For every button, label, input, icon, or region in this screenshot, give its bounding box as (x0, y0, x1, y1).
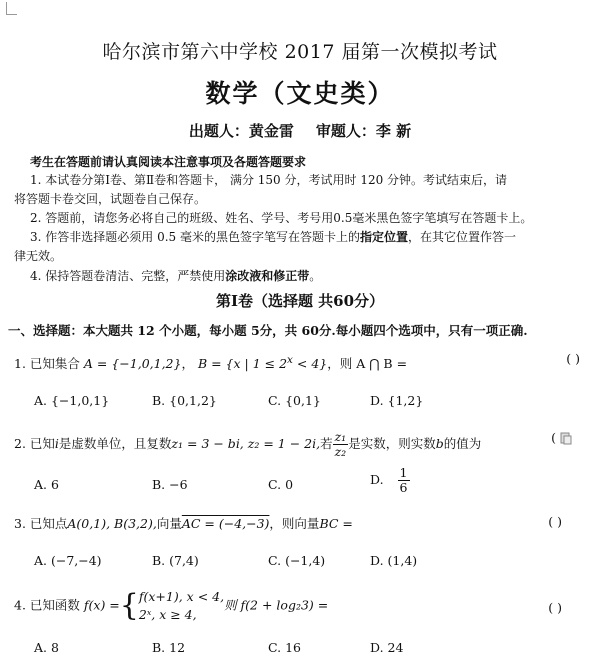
q4-case-1: f(x+1), x < 4, (138, 589, 225, 604)
q1-answer-paren: ( ) (566, 351, 580, 366)
notice-item-4-bold: 涂改液和修正带 (225, 269, 310, 283)
q3-text-2: ，则向量 (269, 516, 320, 531)
q3-vector-bc: BC = (319, 516, 353, 531)
q4-option-a: A. 8 (34, 640, 59, 655)
notice-item-3-text: 3. 作答非选择题必须用 0.5 毫米的黑色签字笔写在答题卡上的 (30, 230, 360, 244)
q1-set-b-exp: x (287, 354, 293, 366)
q1-lead: 1. 已知集合 (14, 356, 80, 372)
setter-label: 出题人： (188, 122, 249, 140)
q4-answer-paren: ( ) (548, 600, 562, 615)
q4-option-d: D. 24 (370, 640, 404, 655)
q4-option-b: B. 12 (152, 640, 186, 655)
q1-set-b-end: < 4} (292, 356, 328, 372)
notice-heading: 考生在答题前请认真阅读本注意事项及各题答题要求 (30, 155, 307, 169)
q3-text-1: 向量 (156, 516, 182, 531)
notice-item-1-cont: 将答题卡卷交回，试题卷自己保存。 (14, 192, 207, 206)
q1-option-c: C. {0,1} (268, 393, 321, 408)
exam-subject: 数学（文史类） (205, 79, 395, 108)
q3-vector-ac: AC = (−4,−3) (181, 516, 270, 531)
q2-answer-paren (551, 430, 572, 445)
q2-text-4: 的值为 (443, 436, 482, 451)
q3-option-a: A. (−7,−4) (34, 553, 102, 568)
q3-lead: 3. 已知点 (14, 516, 68, 531)
paste-icon (560, 432, 572, 445)
question-2 (14, 430, 590, 459)
q2-text-1: 是虚数单位，且复数 (58, 436, 172, 451)
section-heading: 第Ⅰ卷（选择题 共60分） (215, 292, 385, 310)
q2-option-d-frac (398, 466, 410, 495)
q2-lead: 2. 已知 (14, 436, 55, 451)
notice-item-2: 2. 答题前，请您务必将自己的班级、姓名、学号、考号用0.5毫米黑色签字笔填写在答题卡上。 (30, 211, 533, 225)
q2-text-2: 若 (320, 436, 333, 451)
q2-option-c: C. 0 (268, 477, 294, 492)
q2-i: i (54, 436, 59, 451)
q2-paren-text: ( (551, 430, 557, 445)
choice-instruction: 一、选择题：本大题共 12 个小题，每小题 5分，共 60分.每小题四个选项中，只有一项正确. (8, 323, 528, 338)
q4-fx: f(x) = (83, 597, 120, 613)
question-4 (14, 588, 590, 624)
q1-set-b-text: B = {x | 1 ≤ 2 (197, 356, 288, 372)
q4-option-c: C. 16 (268, 640, 301, 655)
q2-option-b: B. −6 (152, 477, 188, 492)
notice-item-4-text: 4. 保持答题卷清洁、完整，严禁使用 (30, 269, 226, 283)
q2-option-d (370, 466, 410, 495)
reviewer-label: 审题人： (315, 122, 376, 140)
notice-item-4-tail: 。 (309, 269, 322, 283)
q4-cases (139, 588, 224, 624)
setter-name: 黄金雷 (248, 122, 294, 140)
q2-fraction-num: z₁ (334, 429, 347, 444)
page-corner-mark (6, 2, 17, 15)
q1-option-d: D. {1,2} (370, 393, 424, 408)
reviewer-name: 李 新 (375, 122, 412, 140)
q1-option-a: A. {−1,0,1} (34, 393, 110, 408)
q1-tail: ，则 A ⋂ B = (327, 356, 408, 372)
q1-set-b (198, 356, 327, 371)
notice-item-3-tail: ，在其它位置作答一 (408, 230, 517, 244)
notice-item-4 (30, 266, 596, 287)
notice-item-3-bold: 指定位置 (359, 230, 408, 244)
notice-item-3-cont: 律无效。 (14, 249, 63, 263)
q2-option-d-label: D. (370, 472, 384, 487)
q2-option-d-num: 1 (399, 465, 408, 480)
question-3 (14, 514, 590, 534)
exam-authors (0, 120, 600, 141)
q4-lead: 4. 已知函数 (14, 597, 80, 613)
notice-item-1: 1. 本试卷分第Ⅰ卷、第Ⅱ卷和答题卡， 满分 150 分，考试用时 120 分钟。考试结束后，请 (30, 173, 508, 187)
q1-set-a: A = {−1,0,1,2} (83, 356, 182, 372)
q2-option-a: A. 6 (34, 477, 59, 492)
q2-fraction (333, 430, 349, 459)
q2-fraction-den: z₂ (334, 444, 347, 459)
q3-points: A(0,1), B(3,2), (67, 516, 157, 531)
q2-z-values: z₁ = 3 − bi, z₂ = 1 − 2i, (171, 436, 321, 451)
exam-title: 哈尔滨市第六中学校 2017 届第一次模拟考试 (102, 41, 498, 63)
q2-b: b (435, 436, 444, 451)
q2-option-d-den: 6 (399, 480, 408, 495)
question-1: 1. 已知集合 A = {−1,0,1,2}， B = {x | $1 \le 2^x < 4$}，则 A ⋂ B = (14, 354, 408, 372)
q4-brace: { (119, 588, 139, 623)
q4-case-2: 2ˣ, x ≥ 4, (138, 607, 197, 622)
notice-item-3 (30, 227, 596, 248)
q2-text-3: 是实数，则实数 (348, 436, 436, 451)
q4-tail: 则 f(2 + log₂3) = (224, 597, 329, 613)
q3-option-c: C. (−1,4) (268, 553, 326, 568)
q1-option-b: B. {0,1,2} (152, 393, 217, 408)
q3-answer-paren: ( ) (548, 514, 562, 529)
q3-option-d: D. (1,4) (370, 553, 418, 568)
q3-option-b: B. (7,4) (152, 553, 199, 568)
